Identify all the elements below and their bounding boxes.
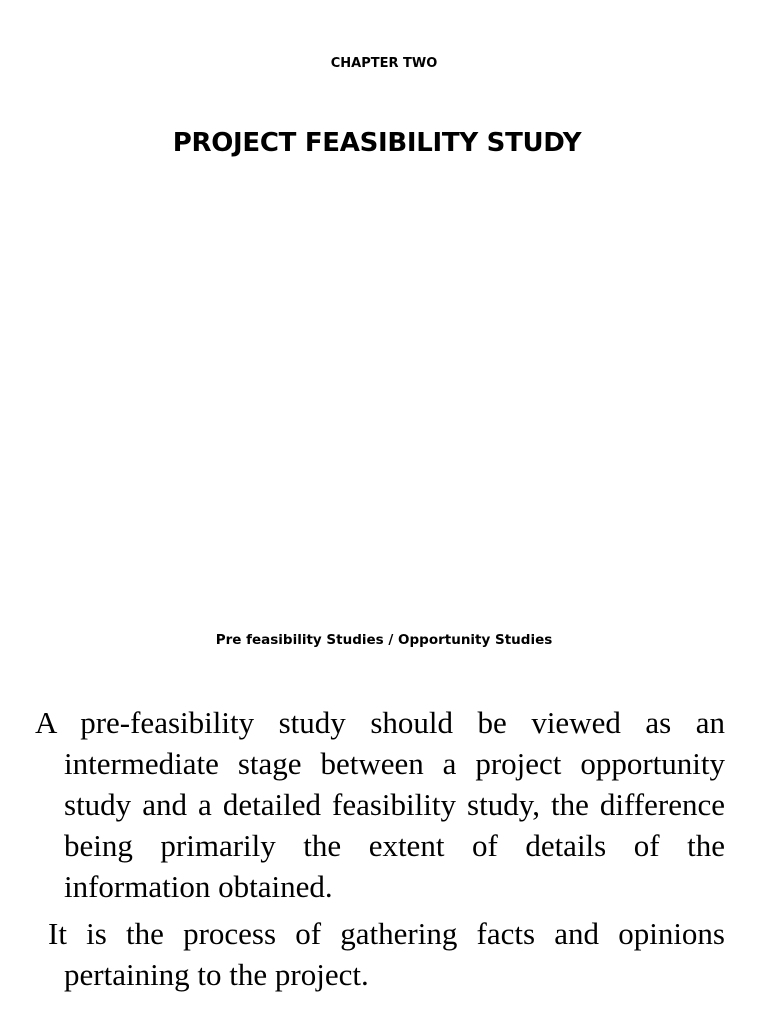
section-heading: Pre feasibility Studies / Opportunity Studies bbox=[215, 632, 553, 648]
page-title: PROJECT FEASIBILITY STUDY bbox=[172, 128, 582, 158]
paragraph-definition: A pre-feasibility study should be viewed as an intermediate stage between a project opportunity study and a detailed feasibility study, the difference being primarily the extent of details of the information obtained. bbox=[35, 705, 725, 904]
chapter-label: CHAPTER TWO bbox=[330, 56, 438, 71]
paragraph-process: It is the process of gathering facts and opinions pertaining to the project. bbox=[48, 916, 725, 992]
body-text bbox=[35, 702, 725, 995]
